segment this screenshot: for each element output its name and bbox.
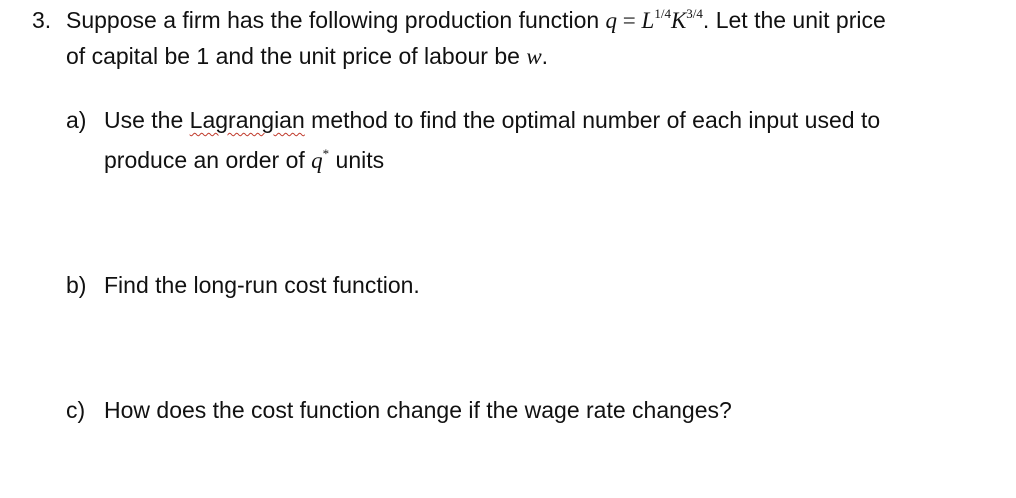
part-a-line-1 [66,106,880,134]
part-a-line2-pre: produce an order of [104,147,305,173]
part-b-text: Find the long-run cost function. [104,272,420,298]
part-c-text: How does the cost function change if the wage rate changes? [104,397,732,423]
question-line2-tail: . [541,43,549,69]
eq-l-exponent: 1/4 [654,6,671,21]
question-line1-tail: . Let the unit price [702,7,886,33]
question-line-1 [32,6,886,38]
eq-q: q [605,8,618,33]
part-a-line2-post: units [335,147,385,173]
question-intro-text: Suppose a firm has the following production function [66,7,600,33]
output-q-star: * [322,146,330,161]
part-a-lagrangian-word: Lagrangian [189,107,305,133]
eq-k: K [670,8,687,33]
output-variable [311,148,329,173]
eq-k-exponent: 3/4 [686,6,703,21]
part-a-pre: Use the [104,107,184,133]
part-c-label: c) [66,397,86,423]
question-number: 3. [32,7,52,33]
part-a-line-2 [104,146,384,178]
eq-equals: = [617,8,642,33]
part-a-label: a) [66,107,87,133]
part-c [66,396,732,424]
question-line-2 [66,42,548,71]
part-b [66,271,420,299]
question-line2-text: of capital be 1 and the unit price of labour be [66,43,520,69]
wage-variable: w [526,44,542,69]
part-a-post: method to find the optimal number of each input used to [311,107,881,133]
production-function-equation [606,8,703,33]
part-b-label: b) [66,272,87,298]
eq-l: L [641,8,655,33]
output-q: q [311,148,323,173]
